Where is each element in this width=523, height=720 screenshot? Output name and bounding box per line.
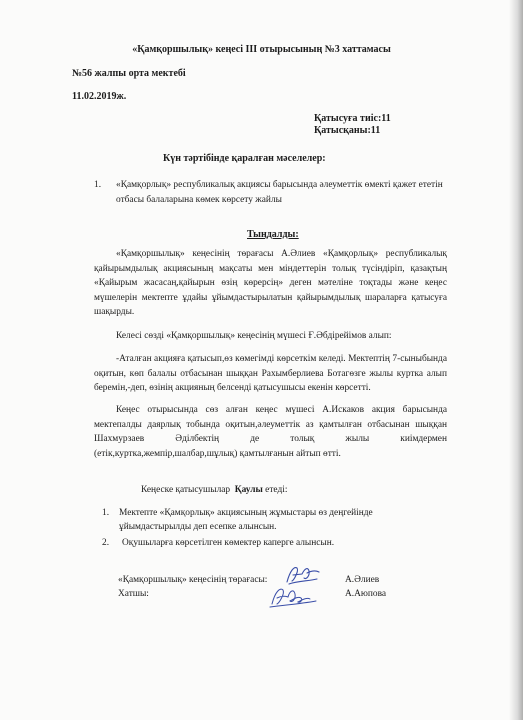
decision-item-1-line1: Мектепте «Қамқорлық» акциясының жұмыстары өз деңгейінде [119,508,373,518]
paragraph-member-pledge: -Аталған акцияға қатысып,өз көмегімді көрсеткім келеді. Мектептің 7-сыныбында оқитын, көп балалы отбасынан шыққан Рахымберлиева Ботагөзге жылы куртка алып беремін,-деп, өзінің акцияның белсенді қатысушысы екенін көрсетті. [94,354,447,393]
decision-item-1-line2: ұйымдастырылды деп есепке алынсын. [119,522,277,532]
document-date: 11.02.2019ж. [72,91,127,102]
decision-item-2-line1: Оқушыларға көрсетілген көмектер каперге алынсын. [122,538,335,548]
agenda-item-number: 1. [94,180,102,190]
heard-heading: Тыңдалды: [247,229,299,240]
document-title: «Қамқоршылық» кеңесі ІІІ отырысының №3 хаттамасы [132,44,391,55]
decision-verb: етеді: [265,485,288,495]
chair-role: «Қамқоршылық» кеңесінің төрағасы: [118,575,268,585]
decision-keyword: Қаулы [234,485,263,495]
school-name: №56 жалпы орта мектебі [72,68,186,79]
agenda-heading: Күн тәртібінде қаралған мәселелер: [163,153,326,164]
decision-intro [141,483,287,498]
agenda-item-line1: «Қамқорлық» республикалық акциясы барысында әлеуметтік өмекті қажет ететін [116,180,443,190]
chair-name: А.Әлиев [345,575,380,585]
scan-edge-shadow [509,0,523,720]
paragraph-member-report: Кеңес отырысында сөз алған кеңес мүшесі А.Искаков акция барысында мектепалды даярлық тобында оқитын,әлеуметтік аз қамтылған отбасынан шыққан Шахмурзаев Әділбектің де толық жылы киімдермен (етік,куртка,жемпір,шалбар,шұлық) қамтылғанын айтып өтті. [94,405,447,459]
secretary-role: Хатшы: [118,589,149,599]
decision-item-2-number: 2. [102,538,110,548]
secretary-signature [264,582,324,612]
attendance-actual: Қатысқаны:11 [314,125,381,136]
paragraph-chair-speech: «Қамқоршылық» кеңесінің төрағасы А.Әлиев «Қамқорлық» республикалық қайырымдылық акциясының мақсаты мен міндеттерін толық түсіндіріп, қазақтың «Қайырым жасасаң,қайырын өзің көрерсің» деген мәтеліне тоқтады және кеңес мүшелерін мектепте ұдайы ұйымдастырылатын қайырымдылық шараларға қатысуға шақырды. [94,249,447,317]
decision-intro-text: Кеңеске қатысушылар [141,485,231,495]
decision-item-1-number: 1. [102,508,110,518]
paragraph-next-speaker: Келесі сөзді «Қамқоршылық» кеңесінің мүшесі Ғ.Әбдірейімов алып: [116,331,392,341]
secretary-name: А.Аюпова [345,589,387,599]
attendance-required: Қатысуға тиіс:11 [314,113,391,124]
agenda-item-line2: отбасы балаларына көмек көрсету жайлы [116,195,282,205]
